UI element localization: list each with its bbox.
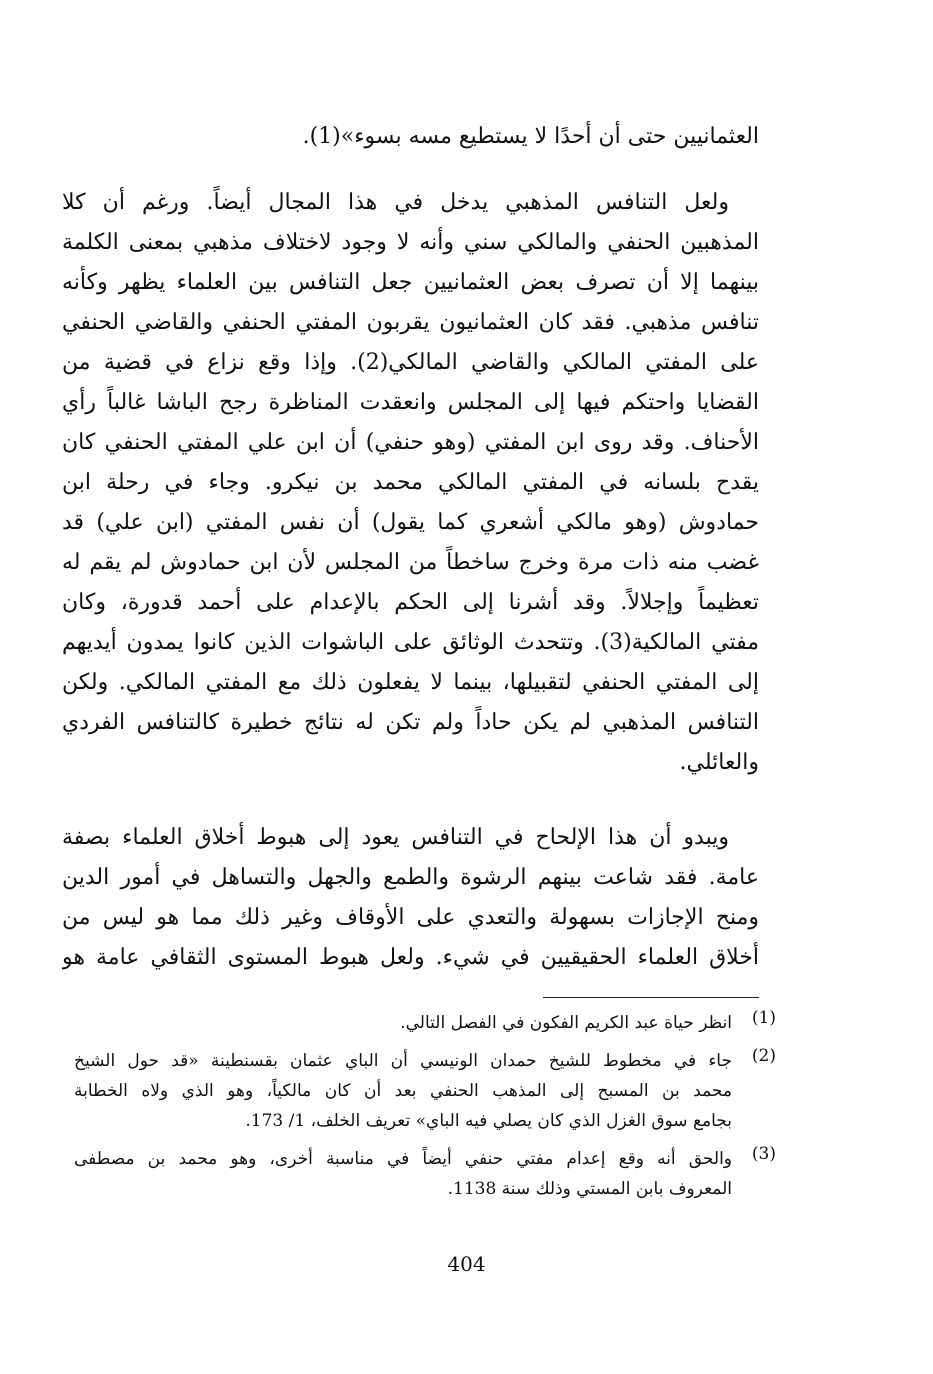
text-line: حمادوش (وهو مالكي أشعري كما يقول) أن نفس المفتي (ابن علي) قد [62, 510, 759, 535]
text-line: ولعل التنافس المذهبي يدخل في هذا المجال أيضاً. ورغم أن كلا [62, 190, 729, 215]
footnote-line: المعروف بابن المستي وذلك سنة 1138. [447, 1179, 732, 1199]
text-line: عامة. فقد شاعت بينهم الرشوة والطمع والجهل والتساهل في أمور الدين [62, 865, 759, 890]
text-line: الأحناف. وقد روى ابن المفتي (وهو حنفي) أن ابن علي المفتي الحنفي كان [62, 430, 759, 455]
text-line: يقدح بلسانه في المفتي المالكي محمد بن نيكرو. وجاء في رحلة ابن [62, 470, 759, 495]
text-line: بينهما إلا أن تصرف بعض العثمانيين جعل التنافس بين العلماء يظهر وكأنه [62, 270, 759, 295]
footnote-line: محمد بن المسبح إلى المذهب الحنفي بعد أن كان مالكياً، وهو الذي ولاه الخطابة [74, 1081, 732, 1101]
text-line: ويبدو أن هذا الإلحاح في التنافس يعود إلى هبوط أخلاق العلماء بصفة [62, 825, 729, 850]
footnote-number: (2) [751, 1046, 776, 1066]
text-line: مفتي المالكية(3). وتتحدث الوثائق على الباشوات الذين كانوا يمدون أيديهم [62, 630, 759, 655]
text-line: المذهبين الحنفي والمالكي سني وأنه لا وجود لاختلاف مذهبي بمعنى الكلمة [62, 230, 759, 255]
footnote-1 [74, 1008, 776, 1038]
paragraph-1 [62, 117, 759, 157]
footnotes [74, 1008, 776, 1212]
footnote-3 [74, 1144, 776, 1204]
text-line: تعظيماً وإجلالاً. وقد أشرنا إلى الحكم بالإعدام على أحمد قدورة، وكان [62, 590, 759, 615]
text-line: إلى المفتي الحنفي لتقبيلها، بينما لا يفعلون ذلك مع المفتي المالكي. ولكن [62, 670, 759, 695]
text-line: القضايا واحتكم فيها إلى المجلس وانعقدت المناظرة رجح الباشا غالباً رأي [62, 390, 759, 415]
text-line: العثمانيين حتى أن أحدًا لا يستطيع مسه بسوء»(1). [302, 124, 759, 149]
paragraph-2 [62, 183, 759, 783]
text-line: التنافس المذهبي لم يكن حاداً ولم تكن له نتائج خطيرة كالتنافس الفردي [62, 710, 759, 735]
text-line: والعائلي. [679, 750, 759, 775]
footnote-separator [543, 997, 759, 998]
page-number: 404 [447, 1252, 486, 1276]
paragraph-3 [62, 818, 759, 978]
footnote-line: بجامع سوق الغزل الذي كان يصلي فيه الباي» تعريف الخلف، 1/ 173. [245, 1111, 732, 1131]
footnote-number: (1) [751, 1008, 776, 1028]
text-line: أخلاق العلماء الحقيقيين في شيء. ولعل هبوط المستوى الثقافي عامة هو [62, 945, 759, 970]
footnote-line: انظر حياة عبد الكريم الفكون في الفصل التالي. [400, 1013, 732, 1033]
text-line: غضب منه ذات مرة وخرج ساخطاً من المجلس لأن ابن حمادوش لم يقم له [62, 550, 759, 575]
footnote-line: جاء في مخطوط للشيخ حمدان الونيسي أن الباي عثمان بقسنطينة «قد حول الشيخ [74, 1051, 732, 1071]
text-line: ومنح الإجازات بسهولة والتعدي على الأوقاف وغير ذلك مما هو ليس من [62, 905, 759, 930]
text-line: على المفتي المالكي والقاضي المالكي(2). وإذا وقع نزاع في قضية من [62, 350, 759, 375]
footnote-2 [74, 1046, 776, 1136]
footnote-line: والحق أنه وقع إعدام مفتي حنفي أيضاً في مناسبة أخرى، وهو محمد بن مصطفى [74, 1149, 732, 1169]
text-line: تنافس مذهبي. فقد كان العثمانيون يقربون المفتي الحنفي والقاضي الحنفي [62, 310, 759, 335]
footnote-number: (3) [751, 1144, 776, 1164]
